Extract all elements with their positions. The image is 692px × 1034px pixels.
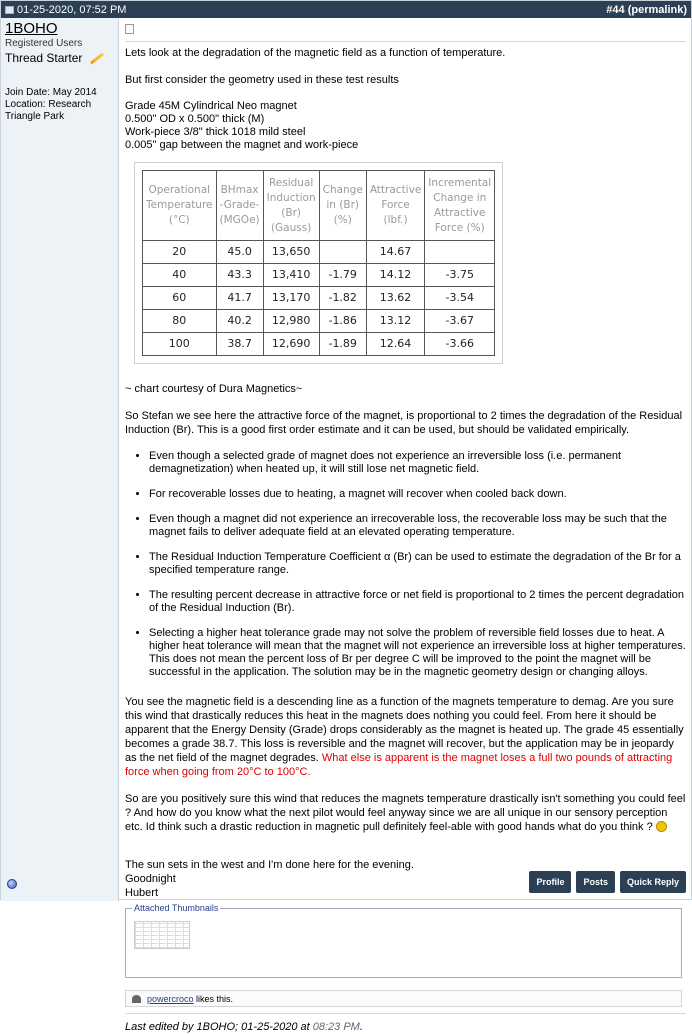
likes-text: likes this.: [196, 993, 234, 1004]
paragraph-2-highlight: What else is apparent is the magnet loses a full two pounds of attracting force when going from 20°C to 100°C.: [125, 752, 673, 778]
edited-suffix: .: [359, 1021, 363, 1033]
table-cell: 13.62: [366, 287, 424, 310]
table-header-cell: [143, 171, 217, 241]
table-header-line: (lbf.): [383, 214, 408, 226]
post-actions: [529, 871, 686, 893]
table-header-line: (°C): [168, 214, 190, 226]
join-date: Join Date: May 2014: [5, 87, 97, 98]
divider: [125, 41, 686, 42]
quill-icon: [86, 51, 104, 65]
table-cell: 13,170: [263, 287, 319, 310]
table-cell: 12.64: [366, 333, 424, 356]
magnet-data-table: [142, 170, 495, 356]
table-cell: 41.7: [216, 287, 263, 310]
table-header-line: (%): [333, 214, 352, 226]
table-cell: -1.82: [319, 287, 366, 310]
table-header-line: Incremental: [428, 176, 492, 189]
quick-reply-button[interactable]: Quick Reply: [620, 871, 686, 893]
table-cell: -3.54: [425, 287, 495, 310]
table-cell: 40: [143, 264, 217, 287]
thread-starter-label: Thread Starter: [5, 51, 83, 65]
spec-line: 0.500" OD x 0.500" thick (M): [125, 113, 265, 125]
user-sidebar: [1, 18, 119, 901]
post-number[interactable]: #44: [606, 3, 625, 16]
table-cell: 45.0: [216, 241, 263, 264]
table-header-line: (MGOe): [219, 214, 260, 226]
bullet-list: [125, 450, 686, 679]
edited-time: 08:23 PM: [312, 1021, 360, 1033]
table-header-cell: [319, 171, 366, 241]
list-item: • Even though a magnet did not experience an irrecoverable loss, the recoverable loss may be such that the magnet fails to deliver adequate field at an elevated operating temperature.: [149, 513, 686, 539]
attachment-thumbnail[interactable]: [134, 921, 190, 949]
table-cell: -1.79: [319, 264, 366, 287]
paragraph-3-text: So are you positively sure this wind that reduces the magnets temperature drastically isn't something you could feel ? And how do you know what the next pilot would feel anyway since we are all unique in our sensory perception etc. Id think such a drastic reduction in magnetic pull definitely feel-able with good hands what do you think ?: [125, 793, 686, 833]
table-header-line: Change in: [433, 191, 487, 204]
signoff-line: Hubert: [125, 887, 159, 899]
paragraph-2: [125, 695, 686, 779]
table-cell: 20: [143, 241, 217, 264]
table-cell: -3.67: [425, 310, 495, 333]
intro-text-1: Lets look at the degradation of the magnetic field as a function of temperature.: [125, 47, 506, 59]
online-status-icon: [7, 879, 17, 889]
paragraph-2-text: You see the magnetic field is a descending line as a function of the magnets temperature to demag. Are you sure this wind that drastically reduces this heat in the magnets does nothing you could feel. From here it should be apparent that the Energy Density (Grade) drops considerably as the magnet is heated up. The grade 45 essentially becomes a grade 38.7. This loss is reversible and the magnet will recover, but the application may be in jeopardy as the net field of the magnet degrades.: [125, 696, 684, 764]
table-header-line: Force (%): [434, 221, 485, 234]
edited-prefix: Last edited by 1BOHO; 01-25-2020 at: [125, 1021, 310, 1033]
attachments-box: [125, 903, 682, 978]
post-icon: [5, 6, 14, 14]
likes-bar: [125, 990, 682, 1007]
profile-button[interactable]: Profile: [529, 871, 571, 893]
table-header-line: Attractive: [369, 184, 422, 196]
table-cell: 100: [143, 333, 217, 356]
table-header-line: Change: [322, 184, 363, 196]
table-cell: 13,410: [263, 264, 319, 287]
table-cell: 40.2: [216, 310, 263, 333]
user-location: Location: Research Triangle Park: [5, 99, 92, 122]
spec-line: 0.005" gap between the magnet and work-piece: [125, 139, 359, 151]
username-link[interactable]: 1BOHO: [5, 20, 58, 37]
table-header-line: in (Br): [326, 199, 360, 211]
table-header-line: (Br): [281, 206, 301, 219]
table-cell: [425, 241, 495, 264]
liker-link[interactable]: powercroco: [147, 993, 194, 1004]
list-item: • For recoverable losses due to heating, a magnet will recover when cooled back down.: [149, 488, 686, 501]
spec-line: Grade 45M Cylindrical Neo magnet: [125, 100, 297, 112]
table-row: [143, 264, 495, 287]
table-cell: 60: [143, 287, 217, 310]
list-item: • The Residual Induction Temperature Coefficient α (Br) can be used to estimate the degradation of the Br for a specified temperature range.: [149, 551, 686, 577]
post-doc-icon: [125, 24, 134, 34]
table-cell: 14.12: [366, 264, 424, 287]
intro-text-2: But first consider the geometry used in these test results: [125, 74, 399, 86]
chart-credit: ~ chart courtesy of Dura Magnetics~: [125, 383, 303, 395]
table-row: [143, 287, 495, 310]
table-row: [143, 310, 495, 333]
table-header-cell: [366, 171, 424, 241]
table-cell: 12,980: [263, 310, 319, 333]
smile-emoji-icon: [656, 821, 667, 832]
table-row: [143, 241, 495, 264]
table-cell: 13,650: [263, 241, 319, 264]
table-header-line: (Gauss): [270, 221, 312, 234]
table-header-line: Force: [381, 199, 410, 211]
edited-note: [125, 1013, 686, 1034]
table-header-cell: [263, 171, 319, 241]
attachments-legend: Attached Thumbnails: [134, 903, 219, 913]
post-date: 01-25-2020, 07:52 PM: [17, 3, 127, 16]
list-item: • Even though a selected grade of magnet does not experience an irreversible loss (i.e. permanent demagnetization) when heated up, it will still lose net magnetic field.: [149, 450, 686, 476]
table-header-line: Attractive: [433, 206, 486, 219]
table-header-line: Residual: [268, 176, 314, 189]
posts-button[interactable]: Posts: [576, 871, 615, 893]
thread-starter-badge: [5, 51, 114, 65]
spec-line: Work-piece 3/8" thick 1018 mild steel: [125, 126, 306, 138]
table-cell: -1.86: [319, 310, 366, 333]
post-content: [119, 18, 691, 1033]
signoff-line: Goodnight: [125, 873, 176, 885]
paragraph-3: [125, 792, 686, 834]
table-cell: [319, 241, 366, 264]
signoff-line: The sun sets in the west and I'm done here for the evening.: [125, 859, 414, 871]
paragraph-1: So Stefan we see here the attractive force of the magnet, is proportional to 2 times the degradation of the Residual Induction (Br). This is a good first order estimate and it can be used, but should be validated empirically.: [125, 410, 683, 436]
table-header-cell: [216, 171, 263, 241]
heart-icon: [132, 995, 141, 1003]
table-header-line: -Grade-: [219, 199, 260, 211]
table-header-line: Induction: [266, 191, 316, 204]
permalink-link[interactable]: (permalink): [627, 3, 687, 16]
table-cell: -1.89: [319, 333, 366, 356]
list-item: • Selecting a higher heat tolerance grade may not solve the problem of reversible field losses due to heat. A higher heat tolerance will mean that the magnet will not experience an irreversible loss at higher temperatures. This does not mean the percent loss of Br per degree C will be improved to the point the magnet will be successful in the application. The solution may be in the magnetic geometry design or changing alloys.: [149, 627, 686, 679]
table-cell: -3.66: [425, 333, 495, 356]
table-cell: -3.75: [425, 264, 495, 287]
table-cell: 43.3: [216, 264, 263, 287]
table-cell: 38.7: [216, 333, 263, 356]
table-header-line: BHmax: [220, 184, 259, 196]
table-header-cell: [425, 171, 495, 241]
user-title: Registered Users: [5, 38, 83, 49]
table-cell: 13.12: [366, 310, 424, 333]
table-header-line: Operational: [148, 184, 211, 196]
table-row: [143, 333, 495, 356]
table-cell: 14.67: [366, 241, 424, 264]
post-header: [1, 1, 691, 18]
table-header-line: Temperature: [146, 199, 213, 211]
data-table-image: [134, 162, 503, 364]
table-cell: 80: [143, 310, 217, 333]
table-cell: 12,690: [263, 333, 319, 356]
list-item: • The resulting percent decrease in attractive force or net field is proportional to 2 times the percent degradation of the Residual Induction (Br).: [149, 589, 686, 615]
spec-list: [125, 100, 686, 152]
